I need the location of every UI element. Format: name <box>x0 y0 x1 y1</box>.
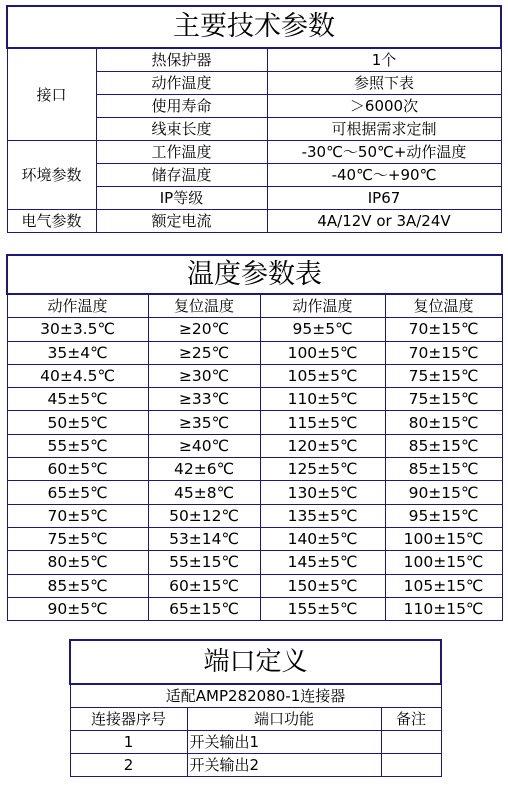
reset-temperature-cell: 95±15℃ <box>385 504 502 527</box>
remark-cell <box>381 754 441 777</box>
spec-param-value: 可根据需求定制 <box>267 118 501 141</box>
spec-param-value: -30℃～50℃+动作温度 <box>267 141 501 164</box>
spec-group-label: 环境参数 <box>7 141 96 210</box>
reset-temperature-cell: 50±12℃ <box>148 504 260 527</box>
trip-temperature-cell: 70±5℃ <box>7 504 148 527</box>
spec-param-name: 使用寿命 <box>96 95 267 118</box>
port-row <box>70 754 441 777</box>
spec-param-name: 热保护器 <box>96 48 267 72</box>
spec-param-name: 工作温度 <box>96 141 267 164</box>
reset-temperature-cell: 60±15℃ <box>148 574 260 597</box>
trip-temperature-cell: 85±5℃ <box>7 574 148 597</box>
port-table <box>69 639 442 777</box>
column-header: 连接器序号 <box>70 708 187 731</box>
column-header: 动作温度 <box>7 294 148 318</box>
reset-temperature-cell: 55±15℃ <box>148 551 260 574</box>
reset-temperature-cell: ≥35℃ <box>148 411 260 434</box>
spec-group-label: 电气参数 <box>7 210 96 233</box>
temperature-row <box>7 318 502 341</box>
reset-temperature-cell: ≥25℃ <box>148 341 260 364</box>
port-function-cell: 开关输出1 <box>187 731 381 754</box>
trip-temperature-cell: 100±5℃ <box>260 341 385 364</box>
reset-temperature-cell: 65±15℃ <box>148 597 260 620</box>
spec-group-label: 接口 <box>7 48 96 141</box>
trip-temperature-cell: 65±5℃ <box>7 481 148 504</box>
trip-temperature-cell: 50±5℃ <box>7 411 148 434</box>
reset-temperature-cell: ≥40℃ <box>148 434 260 457</box>
trip-temperature-cell: 150±5℃ <box>260 574 385 597</box>
reset-temperature-cell: 100±15℃ <box>385 527 502 550</box>
reset-temperature-cell: ≥33℃ <box>148 388 260 411</box>
trip-temperature-cell: 145±5℃ <box>260 551 385 574</box>
reset-temperature-cell: 45±8℃ <box>148 481 260 504</box>
reset-temperature-cell: 80±15℃ <box>385 411 502 434</box>
trip-temperature-cell: 105±5℃ <box>260 364 385 387</box>
temperature-row <box>7 481 502 504</box>
temperature-table <box>6 254 503 621</box>
reset-temperature-cell: 85±15℃ <box>385 458 502 481</box>
temperature-row <box>7 411 502 434</box>
temperature-row <box>7 527 502 550</box>
temperature-row <box>7 597 502 620</box>
column-header: 备注 <box>381 708 441 731</box>
temperature-row <box>7 434 502 457</box>
trip-temperature-cell: 140±5℃ <box>260 527 385 550</box>
spec-param-name: IP等级 <box>96 187 267 210</box>
trip-temperature-cell: 60±5℃ <box>7 458 148 481</box>
spec-row <box>7 141 501 164</box>
port-table-subtitle: 适配AMP282080-1连接器 <box>70 684 441 708</box>
column-header: 端口功能 <box>187 708 381 731</box>
temperature-row <box>7 341 502 364</box>
temperature-header-row <box>7 294 502 318</box>
reset-temperature-cell: 75±15℃ <box>385 388 502 411</box>
temperature-row <box>7 364 502 387</box>
reset-temperature-cell: 70±15℃ <box>385 318 502 341</box>
reset-temperature-cell: ≥20℃ <box>148 318 260 341</box>
reset-temperature-cell: 70±15℃ <box>385 341 502 364</box>
port-function-cell: 开关输出2 <box>187 754 381 777</box>
reset-temperature-cell: 85±15℃ <box>385 434 502 457</box>
port-row <box>70 731 441 754</box>
spec-param-value: IP67 <box>267 187 501 210</box>
trip-temperature-cell: 40±4.5℃ <box>7 364 148 387</box>
spec-row <box>7 48 501 72</box>
trip-temperature-cell: 90±5℃ <box>7 597 148 620</box>
reset-temperature-cell: 42±6℃ <box>148 458 260 481</box>
spec-param-value: ＞6000次 <box>267 95 501 118</box>
temperature-row <box>7 504 502 527</box>
reset-temperature-cell: 105±15℃ <box>385 574 502 597</box>
spec-param-name: 额定电流 <box>96 210 267 233</box>
trip-temperature-cell: 115±5℃ <box>260 411 385 434</box>
trip-temperature-cell: 120±5℃ <box>260 434 385 457</box>
spec-param-value: -40℃～+90℃ <box>267 164 501 187</box>
trip-temperature-cell: 95±5℃ <box>260 318 385 341</box>
column-header: 动作温度 <box>260 294 385 318</box>
spec-param-value: 1个 <box>267 48 501 72</box>
trip-temperature-cell: 35±4℃ <box>7 341 148 364</box>
column-header: 复位温度 <box>385 294 502 318</box>
spec-param-name: 动作温度 <box>96 72 267 95</box>
reset-temperature-cell: 75±15℃ <box>385 364 502 387</box>
trip-temperature-cell: 155±5℃ <box>260 597 385 620</box>
connector-number-cell: 1 <box>70 731 187 754</box>
temperature-row <box>7 458 502 481</box>
trip-temperature-cell: 125±5℃ <box>260 458 385 481</box>
trip-temperature-cell: 135±5℃ <box>260 504 385 527</box>
reset-temperature-cell: 100±15℃ <box>385 551 502 574</box>
spec-param-value: 4A/12V or 3A/24V <box>267 210 501 233</box>
trip-temperature-cell: 130±5℃ <box>260 481 385 504</box>
column-header: 复位温度 <box>148 294 260 318</box>
trip-temperature-cell: 80±5℃ <box>7 551 148 574</box>
port-header-row <box>70 708 441 731</box>
spec-row <box>7 210 501 233</box>
spec-table-title: 主要技术参数 <box>7 6 501 48</box>
temperature-table-title: 温度参数表 <box>7 255 502 294</box>
temperature-row <box>7 388 502 411</box>
spec-param-name: 线束长度 <box>96 118 267 141</box>
trip-temperature-cell: 45±5℃ <box>7 388 148 411</box>
reset-temperature-cell: ≥30℃ <box>148 364 260 387</box>
spec-table <box>6 5 502 233</box>
reset-temperature-cell: 53±14℃ <box>148 527 260 550</box>
temperature-row <box>7 551 502 574</box>
temperature-row <box>7 574 502 597</box>
reset-temperature-cell: 90±15℃ <box>385 481 502 504</box>
connector-number-cell: 2 <box>70 754 187 777</box>
port-table-title: 端口定义 <box>70 640 441 684</box>
remark-cell <box>381 731 441 754</box>
spec-param-name: 储存温度 <box>96 164 267 187</box>
trip-temperature-cell: 75±5℃ <box>7 527 148 550</box>
trip-temperature-cell: 30±3.5℃ <box>7 318 148 341</box>
reset-temperature-cell: 110±15℃ <box>385 597 502 620</box>
trip-temperature-cell: 55±5℃ <box>7 434 148 457</box>
trip-temperature-cell: 110±5℃ <box>260 388 385 411</box>
spec-param-value: 参照下表 <box>267 72 501 95</box>
